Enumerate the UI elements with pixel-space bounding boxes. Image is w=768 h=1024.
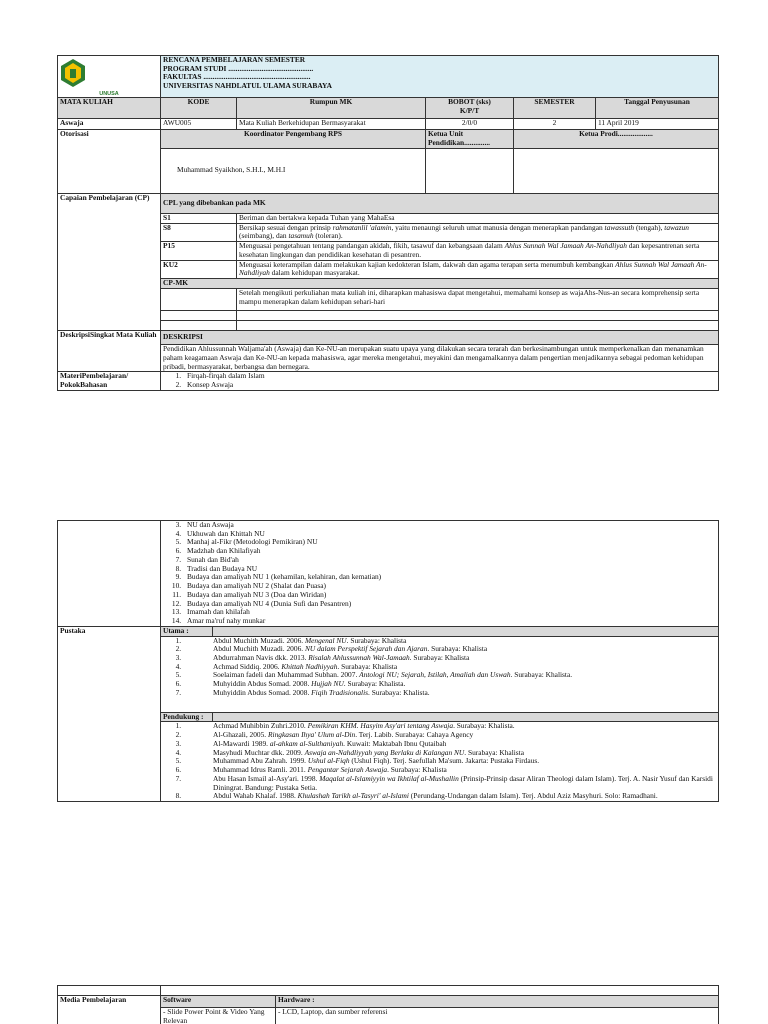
deskripsi-text: Pendidikan Ahlussunnah Waljama'ah (Aswaja) dan Ke-NU-an merupakan suatu upaya yang dilakukan secara terarah dan berkesinambungan untuk memperkenalkan dan menanamkan paham keagamaan Aswaja dan Ke-NU-an kepada mahasiswa, agar mereka mengetahui, meyakini dan mengamalkannya dalam pengertian menjadikannya sebagai pedoman kehidupan pribadi, bermasyarakat, berbangsa dan bernegara. bbox=[161, 345, 719, 372]
pustaka-utama-list bbox=[161, 636, 719, 712]
cpl-code: S1 bbox=[161, 213, 237, 223]
cpmk-empty bbox=[237, 321, 719, 331]
list-item: 1. Achmad Muhibbin Zuhri.2010. Pemikiran KHM. Hasyim Asy'ari tentang Aswaja. Surabaya: Khalista. bbox=[183, 722, 716, 731]
cpmk-empty bbox=[161, 311, 237, 321]
ketua-unit-signature bbox=[426, 148, 514, 193]
course-name: Aswaja bbox=[58, 119, 161, 130]
list-item: 2. Abdul Muchith Muzadi. 2006. NU dalam Perspektif Sejarah dan Ajaran. Surabaya: Khalista bbox=[183, 645, 716, 654]
col-kode: KODE bbox=[161, 98, 237, 119]
list-item: 7. Abu Hasan Ismail al-Asy'ari. 1998. Maqalat al-Islamiyyin wa Ikhtilaf al-Mushallin (Prinsip-Prinsip dasar Aliran Theologi dalam Islam). Terj. A. Nasir Yusuf dan Karsidi Diningrat. Bandung: Pustaka Setia. bbox=[183, 775, 716, 792]
list-item: 7. Sunah dan Bid'ah bbox=[183, 556, 716, 565]
logo-cell bbox=[58, 56, 161, 98]
logo-text: UNUSA bbox=[99, 90, 119, 97]
koordinator-label: Koordinator Pengembang RPS bbox=[161, 130, 426, 148]
list-item: 2. Konsep Aswaja bbox=[183, 381, 716, 390]
list-item: 12. Budaya dan amaliyah NU 4 (Dunia Sufi dan Pesantren) bbox=[183, 600, 716, 609]
cpl-text: Menguasai pengetahuan tentang pandangan akidah, fikih, tasawuf dan kebangsaan dalam Ahlus Sunnah Wal Jamaah An-Nahdliyah dan kepesantrenan serta kesehatan lingkungan dan pendidikan kesehatan di pesantren. bbox=[237, 242, 719, 260]
course-date: 11 April 2019 bbox=[596, 119, 719, 130]
cpmk-text: Setelah mengikuti perkuliahan mata kuliah ini, diharapkan mahasiswa dapat mengetahui, memahami konsep as wajaAhs-Nus-an secara komprehensip serta mampu menerapkan dalam kehidupan sehari-hari bbox=[237, 289, 719, 311]
list-item: 1. Abdul Muchith Muzadi. 2006. Mengenal NU. Surabaya: Khalista bbox=[183, 637, 716, 646]
rps-page-2 bbox=[57, 520, 718, 802]
rps-page-3 bbox=[57, 985, 718, 1024]
hardware-item: - LCD, Laptop, dan sumber referensi bbox=[276, 1008, 719, 1024]
pustaka-pendukung-list bbox=[161, 722, 719, 802]
list-item: 13. Imamah dan khilafah bbox=[183, 608, 716, 617]
list-item: 3. Al-Mawardi 1989. al-ahkam al-Sulthaniyah. Kuwait: Maktabah Ibnu Qutaibah bbox=[183, 740, 716, 749]
course-rumpun: Mata Kuliah Berkehidupan Bermasyarakat bbox=[237, 119, 426, 130]
hardware-head: Hardware : bbox=[276, 996, 719, 1008]
cpl-label: CPL yang dibebankan pada MK bbox=[161, 193, 719, 213]
document-title: RENCANA PEMBELAJARAN SEMESTER PROGRAM STUDI .............................................. FAKULTAS .......................................................... UNIVERSITAS NAHDLATUL ULAMA SURABAYA bbox=[161, 56, 719, 98]
cpl-text: Bersikap sesuai dengan prinsip rahmatanlil 'alamin, yaitu menaungi seluruh umat manusia dengan menerapkan pandangan tawassuth (tengah), tawazun (seimbang), dan tasamuh (toleran). bbox=[237, 223, 719, 241]
pustaka-label: Pustaka bbox=[58, 626, 161, 801]
university-logo-icon bbox=[60, 58, 86, 88]
list-item: 10. Budaya dan amaliyah NU 2 (Shalat dan Puasa) bbox=[183, 582, 716, 591]
list-item: 6. Madzhab dan Khilafiyah bbox=[183, 547, 716, 556]
otorisasi-label: Otorisasi bbox=[58, 130, 161, 193]
pustaka-utama-head: Utama : bbox=[161, 626, 719, 636]
ketua-prodi-label: Ketua Prodi................... bbox=[514, 130, 719, 148]
list-item: 6. Muhyiddin Abdus Somad. 2008. Hujjah NU. Surabaya: Khalista. bbox=[183, 680, 716, 689]
course-semester: 2 bbox=[514, 119, 596, 130]
list-item: 8. Abdul Wahab Khalaf. 1988. Khulashah Tarikh al-Tasyri' al-Islami (Perundang-Undangan dalam Islam). Terj. Abdul Aziz Masyhuri. Solo: Ramadhani. bbox=[183, 792, 716, 801]
deskripsi-head: DESKRIPSI bbox=[161, 331, 719, 345]
deskripsi-label: DeskripsiSingkat Mata Kuliah bbox=[58, 331, 161, 372]
cpmk-empty bbox=[237, 311, 719, 321]
list-item: 6. Muhammad Idrus Ramli. 2011. Pengantar Sejarah Aswaja. Surabaya: Khalista bbox=[183, 766, 716, 775]
materi-list bbox=[161, 372, 719, 390]
list-item: 9. Budaya dan amaliyah NU 1 (kehamilan, kelahiran, dan kematian) bbox=[183, 573, 716, 582]
cpl-code: KU2 bbox=[161, 260, 237, 278]
media-blank bbox=[161, 986, 719, 996]
cpl-text: Beriman dan bertakwa kepada Tuhan yang MahaEsa bbox=[237, 213, 719, 223]
cpl-code: P15 bbox=[161, 242, 237, 260]
cpl-code: S8 bbox=[161, 223, 237, 241]
software-item: - Slide Power Point & Video Yang Relevan bbox=[161, 1008, 276, 1024]
col-mata-kuliah: MATA KULIAH bbox=[58, 98, 161, 119]
cp-label: Capaian Pembelajaran (CP) bbox=[58, 193, 161, 330]
list-item: 2. Al-Ghazali, 2005. Ringkasan Ihya' Ulum al-Din. Terj. Labib. Surabaya: Cahaya Agency bbox=[183, 731, 716, 740]
cpmk-code bbox=[161, 289, 237, 311]
col-bobot: BOBOT (sks) K/P/T bbox=[426, 98, 514, 119]
list-item: 14. Amar ma'ruf nahy munkar bbox=[183, 617, 716, 626]
list-item: 5. Muhammad Abu Zahrah. 1999. Ushul al-Fiqh (Ushul Fiqh). Terj. Saefullah Ma'sum. Jakarta: Pustaka Firdaus. bbox=[183, 757, 716, 766]
rps-page-1 bbox=[57, 55, 718, 391]
media-blank bbox=[58, 986, 161, 996]
list-item: 5. Soelaiman fadeli dan Muhammad Subhan. 2007. Antologi NU; Sejarah, Istilah, Amaliah dan Uswah. Surabaya: Khalista. bbox=[183, 671, 716, 680]
list-item: 5. Manhaj al-Fikr (Metodologi Pemikiran) NU bbox=[183, 538, 716, 547]
cpl-text: Menguasai keterampilan dalam melakukan kajian kedokteran Islam, dakwah dan agama terapan serta menumbuh kembangkan Ahlus Sunnah Wal Jamaah An-Nahdliyah dalam kehidupan masyarakat. bbox=[237, 260, 719, 278]
software-head: Software bbox=[161, 996, 276, 1008]
col-rumpun: Rumpun MK bbox=[237, 98, 426, 119]
list-item: 4. Ukhuwah dan Khittah NU bbox=[183, 530, 716, 539]
course-code: AWU005 bbox=[161, 119, 237, 130]
materi-label: MateriPembelajaran/ PokokBahasan bbox=[58, 372, 161, 390]
col-tanggal: Tanggal Penyusunan bbox=[596, 98, 719, 119]
koordinator-name: Muhammad Syaikhon, S.H.I., M.H.I bbox=[161, 148, 426, 193]
list-item: 8. Tradisi dan Budaya NU bbox=[183, 565, 716, 574]
ketua-prodi-signature bbox=[514, 148, 719, 193]
materi-list-cont bbox=[161, 521, 719, 627]
pustaka-pendukung-head: Pendukung : bbox=[161, 712, 719, 722]
cpmk-empty bbox=[161, 321, 237, 331]
list-item: 3. Abdurrahman Navis dkk. 2013. Risalah Ahlussunnah Wal-Jamaah. Surabaya: Khalista bbox=[183, 654, 716, 663]
course-bobot: 2/0/0 bbox=[426, 119, 514, 130]
list-item: 3. NU dan Aswaja bbox=[183, 521, 716, 530]
cpmk-label: CP-MK bbox=[161, 279, 719, 289]
col-semester: SEMESTER bbox=[514, 98, 596, 119]
ketua-unit-label: Ketua Unit Pendidikan.............. bbox=[426, 130, 514, 148]
list-item: 7. Muhyiddin Abdus Somad. 2008. Fiqih Tradisionalis. Surabaya: Khalista. bbox=[183, 689, 716, 698]
list-item: 4. Masyhudi Muchtar dkk. 2009. Aswaja an-Nahdliyyah yang Berlaku di Kalangan NU. Surabaya: Khalista bbox=[183, 749, 716, 758]
list-item: 11. Budaya dan amaliyah NU 3 (Doa dan Wiridan) bbox=[183, 591, 716, 600]
media-label: Media Pembelajaran bbox=[58, 996, 161, 1024]
list-item: 4. Achmad Siddiq. 2006. Khittah Nadhiyyah. Surabaya: Khalista bbox=[183, 663, 716, 672]
materi-label-cont bbox=[58, 521, 161, 627]
list-item: 1. Firqah-firqah dalam Islam bbox=[183, 372, 716, 381]
